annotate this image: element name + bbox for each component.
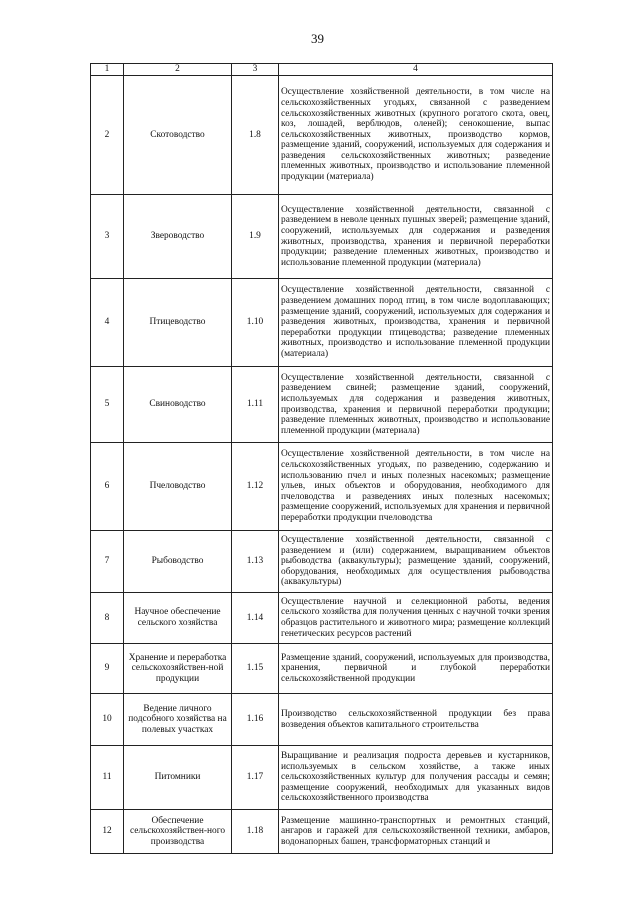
row-name: Научное обеспечение сельского хозяйства xyxy=(124,593,232,644)
row-name: Пчеловодство xyxy=(124,443,232,531)
row-number: 7 xyxy=(91,531,124,593)
header-row xyxy=(91,64,553,76)
row-name: Ведение личного подсобного хозяйства на полевых участках xyxy=(124,694,232,746)
table-row xyxy=(91,443,553,531)
row-name: Рыбоводство xyxy=(124,531,232,593)
row-code: 1.13 xyxy=(232,531,279,593)
row-number: 3 xyxy=(91,195,124,279)
row-description: Осуществление хозяйственной деятельности, связанной с разведением в неволе ценных пушных зверей; размещение зданий, сооружений, используемых для содержания и разведения животных, производства, хранения и первичной переработки продукции; разведение племенных животных, производство и использование племенной продукции (материала) xyxy=(279,195,553,279)
row-code: 1.18 xyxy=(232,810,279,854)
header-col-3: 3 xyxy=(232,64,279,76)
land-use-table xyxy=(90,63,553,854)
table-row xyxy=(91,810,553,854)
row-name: Хранение и переработка сельскохозяйствен-ной продукции xyxy=(124,644,232,694)
row-number: 5 xyxy=(91,367,124,443)
row-description: Осуществление хозяйственной деятельности, в том числе на сельскохозяйственных угодьях, по разведению, содержанию и использованию пчел и иных полезных насекомых; размещение ульев, иных объектов и оборудования, необходимого для пчеловодства и разведениях иных полезных насекомых; размещение сооружений, используемых для хранения и первичной переработки продукции пчеловодства xyxy=(279,443,553,531)
row-name: Питомники xyxy=(124,746,232,810)
table-row xyxy=(91,644,553,694)
row-description: Осуществление хозяйственной деятельности, в том числе на сельскохозяйственных угодьях, связанной с разведением сельскохозяйственных животных (крупного рогатого скота, овец, коз, лошадей, верблюдов, оленей); сенокошение, выпас сельскохозяйственных животных, производство кормов, размещение зданий, сооружений, используемых для содержания и разведения сельскохозяйственных животных; разведение племенных животных, производство и использование племенной продукции (материала) xyxy=(279,76,553,195)
row-description: Осуществление хозяйственной деятельности, связанной с разведением и (или) содержанием, выращиванием объектов рыбоводства (аквакультуры); размещение зданий, сооружений, оборудования, необходимых для осуществления рыбоводства (аквакультуры) xyxy=(279,531,553,593)
row-name: Скотоводство xyxy=(124,76,232,195)
row-description: Размещение машинно-транспортных и ремонтных станций, ангаров и гаражей для сельскохозяйственной техники, амбаров, водонапорных башен, трансформаторных станций и xyxy=(279,810,553,854)
table-row xyxy=(91,279,553,367)
row-number: 12 xyxy=(91,810,124,854)
row-number: 2 xyxy=(91,76,124,195)
table-row xyxy=(91,694,553,746)
row-code: 1.15 xyxy=(232,644,279,694)
row-number: 6 xyxy=(91,443,124,531)
row-name: Обеспечение сельскохозяйствен-ного производства xyxy=(124,810,232,854)
table-row xyxy=(91,367,553,443)
table-row xyxy=(91,746,553,810)
row-description: Выращивание и реализация подроста деревьев и кустарников, используемых в сельском хозяйстве, а также иных сельскохозяйственных культур для получения рассады и семян; размещение сооружений, необходимых для указанных видов сельскохозяйственного производства xyxy=(279,746,553,810)
header-col-2: 2 xyxy=(124,64,232,76)
row-number: 4 xyxy=(91,279,124,367)
row-number: 8 xyxy=(91,593,124,644)
row-description: Размещение зданий, сооружений, используемых для производства, хранения, первичной и глубокой переработки сельскохозяйственной продукции xyxy=(279,644,553,694)
row-code: 1.17 xyxy=(232,746,279,810)
row-code: 1.8 xyxy=(232,76,279,195)
row-code: 1.10 xyxy=(232,279,279,367)
header-col-1: 1 xyxy=(91,64,124,76)
row-code: 1.9 xyxy=(232,195,279,279)
row-code: 1.12 xyxy=(232,443,279,531)
row-number: 10 xyxy=(91,694,124,746)
table-row xyxy=(91,76,553,195)
row-description: Осуществление научной и селекционной работы, ведения сельского хозяйства для получения ценных с научной точки зрения образцов растительного и животного мира; размещение коллекций генетических ресурсов растений xyxy=(279,593,553,644)
row-number: 9 xyxy=(91,644,124,694)
row-name: Птицеводство xyxy=(124,279,232,367)
row-description: Осуществление хозяйственной деятельности, связанной с разведением свиней; размещение зданий, сооружений, используемых для содержания и разведения животных, производства, хранения и первичной переработки продукции; разведение племенных животных, производство и использование племенной продукции (материала) xyxy=(279,367,553,443)
header-col-4: 4 xyxy=(279,64,553,76)
row-description: Осуществление хозяйственной деятельности, связанной с разведением домашних пород птиц, в том числе водоплавающих; размещение зданий, сооружений, используемых для содержания и разведения животных, производства, хранения и первичной переработки продукции птицеводства; разведение племенных животных, производство и использование племенной продукции (материала) xyxy=(279,279,553,367)
table-row xyxy=(91,531,553,593)
row-code: 1.11 xyxy=(232,367,279,443)
table-row xyxy=(91,593,553,644)
row-name: Звероводство xyxy=(124,195,232,279)
row-number: 11 xyxy=(91,746,124,810)
row-name: Свиноводство xyxy=(124,367,232,443)
row-code: 1.16 xyxy=(232,694,279,746)
row-code: 1.14 xyxy=(232,593,279,644)
table-row xyxy=(91,195,553,279)
row-description: Производство сельскохозяйственной продукции без права возведения объектов капитального строительства xyxy=(279,694,553,746)
page-number: 39 xyxy=(311,31,324,46)
